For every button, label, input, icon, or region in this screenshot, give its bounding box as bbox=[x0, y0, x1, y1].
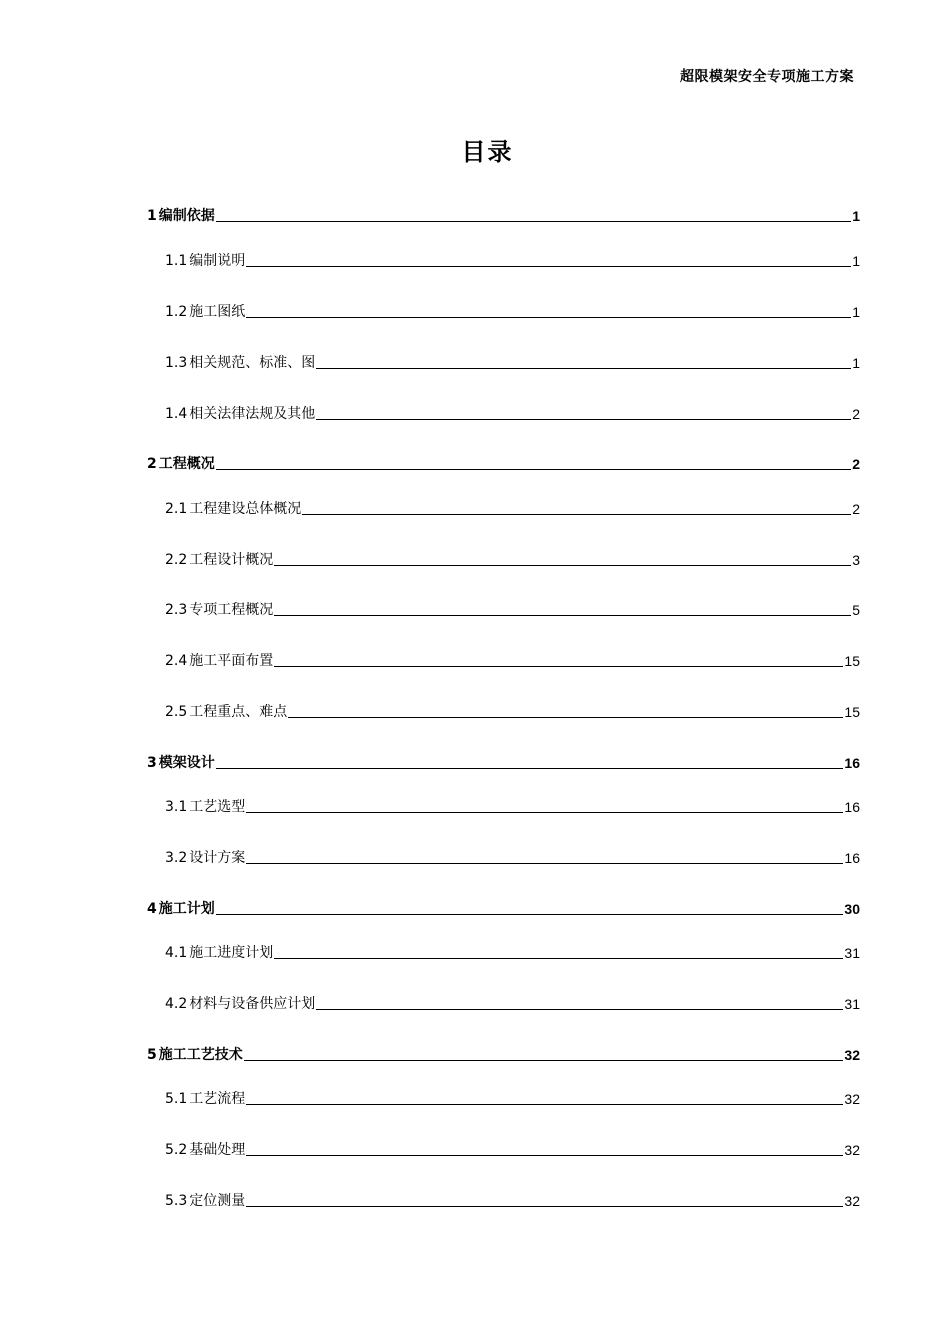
toc-entry-text: 施工计划 bbox=[158, 901, 215, 917]
toc-entry-2-1[interactable] bbox=[165, 498, 860, 518]
toc-entry-page: 2 bbox=[852, 456, 860, 472]
toc-entry-page: 16 bbox=[844, 799, 860, 815]
toc-entry-text: 专项工程概况 bbox=[189, 602, 274, 618]
toc-entry-4[interactable] bbox=[147, 898, 860, 918]
toc-leader-line bbox=[288, 716, 843, 718]
toc-entry-1-4[interactable] bbox=[165, 403, 860, 423]
toc-entry-number: 5 bbox=[147, 1047, 157, 1063]
toc-entry-number: 2.5 bbox=[165, 704, 188, 720]
toc-leader-line bbox=[246, 1205, 843, 1207]
toc-entry-text: 设计方案 bbox=[189, 850, 246, 866]
toc-entry-page: 30 bbox=[844, 901, 860, 917]
toc-entry-3-2[interactable] bbox=[165, 847, 860, 867]
toc-title: 目录 bbox=[461, 138, 514, 166]
toc-leader-line bbox=[274, 614, 851, 616]
toc-entry-text: 施工图纸 bbox=[189, 304, 246, 320]
toc-entry-page: 5 bbox=[852, 602, 860, 618]
toc-entry-number: 1.3 bbox=[165, 355, 188, 371]
toc-entry-page: 32 bbox=[844, 1142, 860, 1158]
toc-entry-text: 施工工艺技术 bbox=[158, 1047, 243, 1063]
toc-entry-page: 31 bbox=[844, 996, 860, 1012]
toc-leader-line bbox=[216, 767, 844, 769]
toc-entry-page: 16 bbox=[844, 850, 860, 866]
toc-leader-line bbox=[246, 811, 843, 813]
toc-entry-page: 1 bbox=[852, 355, 860, 371]
toc-entry-text: 施工平面布置 bbox=[189, 653, 274, 669]
toc-entry-page: 32 bbox=[844, 1091, 860, 1107]
toc-entry-number: 1 bbox=[147, 208, 157, 224]
toc-leader-line bbox=[216, 913, 844, 915]
toc-entry-2-4[interactable] bbox=[165, 650, 860, 670]
toc-entry-number: 4 bbox=[147, 901, 157, 917]
toc-entry-5-3[interactable] bbox=[165, 1190, 860, 1210]
toc-entry-2-5[interactable] bbox=[165, 701, 860, 721]
toc-entry-text: 工程设计概况 bbox=[189, 552, 274, 568]
toc-leader-line bbox=[216, 220, 851, 222]
toc-entry-1-3[interactable] bbox=[165, 352, 860, 372]
toc-entry-2-2[interactable] bbox=[165, 549, 860, 569]
toc-entry-3[interactable] bbox=[147, 752, 860, 772]
toc-entry-number: 2 bbox=[147, 456, 157, 472]
toc-entry-5-1[interactable] bbox=[165, 1088, 860, 1108]
toc-leader-line bbox=[246, 1103, 843, 1105]
toc-entry-page: 31 bbox=[844, 945, 860, 961]
toc-entry-number: 2.2 bbox=[165, 552, 188, 568]
toc-entry-page: 32 bbox=[844, 1047, 860, 1063]
toc-entry-text: 工艺流程 bbox=[189, 1091, 246, 1107]
toc-entry-5-2[interactable] bbox=[165, 1139, 860, 1159]
toc-entry-number: 1.4 bbox=[165, 406, 188, 422]
toc-entry-text: 相关法律法规及其他 bbox=[189, 406, 316, 422]
toc-entry-1-1[interactable] bbox=[165, 250, 860, 270]
toc-leader-line bbox=[274, 564, 851, 566]
toc-leader-line bbox=[316, 418, 851, 420]
toc-entry-text: 施工进度计划 bbox=[189, 945, 274, 961]
running-header: 超限模架安全专项施工方案 bbox=[680, 69, 854, 85]
toc-entry-number: 1.1 bbox=[165, 253, 188, 269]
toc-entry-text: 材料与设备供应计划 bbox=[189, 996, 316, 1012]
toc-leader-line bbox=[274, 665, 843, 667]
toc-entry-page: 32 bbox=[844, 1193, 860, 1209]
toc-entry-2-3[interactable] bbox=[165, 599, 860, 619]
toc-entry-number: 3.2 bbox=[165, 850, 188, 866]
toc-entry-1-2[interactable] bbox=[165, 301, 860, 321]
toc-leader-line bbox=[246, 862, 843, 864]
toc-entry-text: 编制说明 bbox=[189, 253, 246, 269]
toc-leader-line bbox=[244, 1059, 844, 1061]
toc-entry-2[interactable] bbox=[147, 453, 860, 473]
toc-entry-page: 16 bbox=[844, 755, 860, 771]
toc-entry-number: 1.2 bbox=[165, 304, 188, 320]
toc-entry-number: 5.3 bbox=[165, 1193, 188, 1209]
toc-entry-number: 5.1 bbox=[165, 1091, 188, 1107]
toc-entry-page: 1 bbox=[852, 208, 860, 224]
toc-leader-line bbox=[246, 1154, 843, 1156]
toc-leader-line bbox=[246, 265, 851, 267]
toc-leader-line bbox=[216, 468, 851, 470]
toc-entry-page: 2 bbox=[852, 406, 860, 422]
toc-leader-line bbox=[316, 367, 851, 369]
toc-entry-text: 工程建设总体概况 bbox=[189, 501, 302, 517]
toc-entry-page: 15 bbox=[844, 704, 860, 720]
toc-entry-number: 4.2 bbox=[165, 996, 188, 1012]
toc-entry-5[interactable] bbox=[147, 1044, 860, 1064]
toc-leader-line bbox=[274, 957, 843, 959]
toc-entry-text: 定位测量 bbox=[189, 1193, 246, 1209]
toc-entry-text: 相关规范、标准、图 bbox=[189, 355, 316, 371]
toc-entry-number: 2.4 bbox=[165, 653, 188, 669]
toc-entry-page: 3 bbox=[852, 552, 860, 568]
toc-entry-text: 基础处理 bbox=[189, 1142, 246, 1158]
toc-entry-text: 工艺选型 bbox=[189, 799, 246, 815]
toc-entry-number: 3 bbox=[147, 755, 157, 771]
toc-leader-line bbox=[316, 1008, 843, 1010]
toc-entry-1[interactable] bbox=[147, 205, 860, 225]
toc-entry-text: 模架设计 bbox=[158, 755, 215, 771]
toc-leader-line bbox=[246, 316, 851, 318]
toc-entry-number: 4.1 bbox=[165, 945, 188, 961]
toc-entry-text: 工程概况 bbox=[158, 456, 215, 472]
toc-leader-line bbox=[302, 513, 851, 515]
toc-entry-number: 2.3 bbox=[165, 602, 188, 618]
toc-entry-number: 3.1 bbox=[165, 799, 188, 815]
toc-entry-number: 2.1 bbox=[165, 501, 188, 517]
toc-entry-text: 工程重点、难点 bbox=[189, 704, 288, 720]
toc-entry-number: 5.2 bbox=[165, 1142, 188, 1158]
toc-entry-3-1[interactable] bbox=[165, 796, 860, 816]
toc-entry-text: 编制依据 bbox=[158, 208, 215, 224]
toc-entry-4-1[interactable] bbox=[165, 942, 860, 962]
toc-entry-4-2[interactable] bbox=[165, 993, 860, 1013]
toc-entry-page: 1 bbox=[852, 253, 860, 269]
toc-entry-page: 1 bbox=[852, 304, 860, 320]
toc-entry-page: 2 bbox=[852, 501, 860, 517]
toc-entry-page: 15 bbox=[844, 653, 860, 669]
